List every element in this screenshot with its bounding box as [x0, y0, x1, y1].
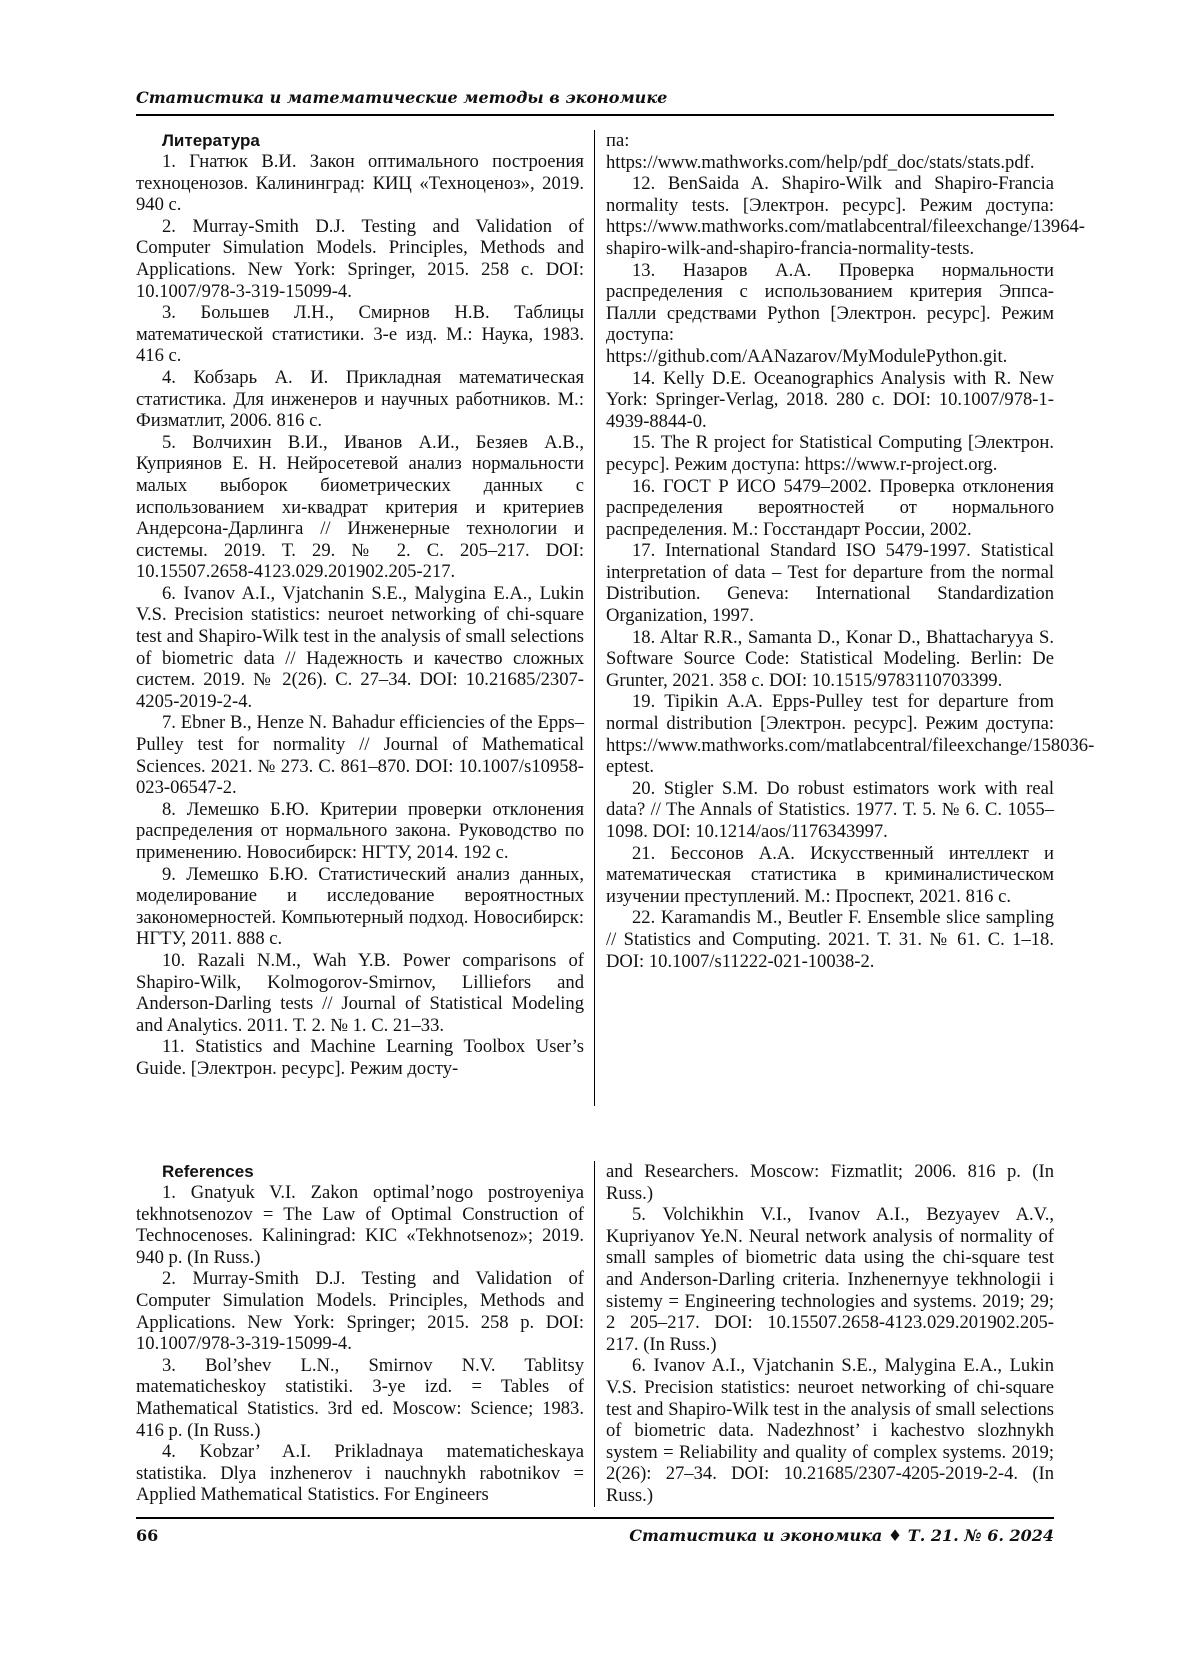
- reference-item: 14. Kelly D.E. Oceanographics Analysis with R. New York: Springer-Verlag, 2018. 280 с. DOI: 10.1007/978-1-4939-8844-0.: [606, 368, 1054, 433]
- running-header: Статистика и математические методы в экономике: [136, 88, 1054, 111]
- reference-item: 18. Altar R.R., Samanta D., Konar D., Bhattacharyya S. Software Source Code: Statistical Modeling. Berlin: De Grunter, 2021. 358 с. DOI: 10.1515/9783110703399.: [606, 627, 1054, 692]
- references-left-column: [136, 1161, 584, 1506]
- reference-item: 7. Ebner B., Henze N. Bahadur efficiencies of the Epps–Pulley test for normality // Journal of Mathematical Sciences. 2021. № 273. С. 861–870. DOI: 10.1007/s10958-023-06547-2.: [136, 712, 584, 798]
- reference-item: 17. International Standard ISO 5479-1997. Statistical interpretation of data – Test for departure from the normal Distribution. Geneva: International Standardization Organization, 1997.: [606, 540, 1054, 626]
- reference-item: 2. Murray-Smith D.J. Testing and Validation of Computer Simulation Models. Principles, Methods and Applications. New York: Springer, 2015. 258 с. DOI: 10.1007/978-3-319-15099-4.: [136, 216, 584, 302]
- reference-item: 4. Кобзарь А. И. Прикладная математическая статистика. Для инженеров и научных работников. М.: Физматлит, 2006. 816 с.: [136, 367, 584, 432]
- literature-left-column: [136, 130, 584, 1080]
- reference-item: 21. Бессонов А.А. Искусственный интеллект и математическая статистика в криминалистическом изучении преступлений. М.: Проспект, 2021. 816 с.: [606, 843, 1054, 908]
- column-divider: [594, 130, 595, 1106]
- reference-item: 20. Stigler S.M. Do robust estimators work with real data? // The Annals of Statistics. 1977. Т. 5. № 6. С. 1055–1098. DOI: 10.1214/aos/1176343997.: [606, 778, 1054, 843]
- references-heading: References: [136, 1161, 584, 1182]
- reference-item: 19. Tipikin A.A. Epps-Pulley test for departure from normal distribution [Электрон. ресурс]. Режим доступа: https://www.mathworks.com/matlabcentral/fileexchange/158036-eptest.: [606, 691, 1054, 777]
- reference-item: 12. BenSaida A. Shapiro-Wilk and Shapiro-Francia normality tests. [Электрон. ресурс]. Режим доступа: https://www.mathworks.com/matlabcentral/fileexchange/13964-shapiro-wilk-and-shapiro-francia-normality-tests.: [606, 173, 1054, 259]
- reference-continuation: and Researchers. Moscow: Fizmatlit; 2006. 816 p. (In Russ.): [606, 1161, 1054, 1204]
- reference-item: 8. Лемешко Б.Ю. Критерии проверки отклонения распределения от нормального закона. Руководство по применению. Новосибирск: НГТУ, 2014. 192 с.: [136, 799, 584, 864]
- footer-rule: [136, 1517, 1054, 1519]
- reference-item: 13. Назаров А.А. Проверка нормальности распределения с использованием критерия Эппса-Палли средствами Python [Электрон. ресурс]. Режим доступа: https://github.com/AANazarov/MyModulePython.git.: [606, 260, 1054, 368]
- reference-item: 11. Statistics and Machine Learning Toolbox User’s Guide. [Электрон. ресурс]. Режим досту-: [136, 1036, 584, 1079]
- reference-item: 6. Ivanov A.I., Vjatchanin S.E., Malygina E.A., Lukin V.S. Precision statistics: neuroet networking of chi-square test and Shapiro-Wilk test in the analysis of small selections of biometric data. Nadezhnost’ i kachestvo slozhnykh system = Reliability and quality of complex systems. 2019; 2(26): 27–34. DOI: 10.21685/2307-4205-2019-2-4. (In Russ.): [606, 1355, 1054, 1506]
- header-rule: [136, 114, 1054, 116]
- reference-item: 10. Razali N.M., Wah Y.B. Power comparisons of Shapiro-Wilk, Kolmogorov-Smirnov, Lilliefors and Anderson-Darling tests // Journal of Statistical Modeling and Analytics. 2011. Т. 2. № 1. С. 21–33.: [136, 950, 584, 1036]
- reference-item: 1. Гнатюк В.И. Закон оптимального построения техноценозов. Калининград: КИЦ «Техноценоз», 2019. 940 с.: [136, 151, 584, 216]
- reference-item: 4. Kobzar’ A.I. Prikladnaya matematicheskaya statistika. Dlya inzhenerov i nauchnykh rabotnikov = Applied Mathematical Statistics. For Engineers: [136, 1441, 584, 1506]
- column-divider: [594, 1161, 595, 1507]
- reference-item: 2. Murray-Smith D.J. Testing and Validation of Computer Simulation Models. Principles, Methods and Applications. New York: Springer; 2015. 258 p. DOI: 10.1007/978-3-319-15099-4.: [136, 1268, 584, 1354]
- reference-item: 5. Volchikhin V.I., Ivanov A.I., Bezyayev A.V., Kupriyanov Ye.N. Neural network analysis of normality of small samples of biometric data using the chi-square test and Anderson-Darling criteria. Inzhenernyye tekhnologii i sistemy = Engineering technologies and systems. 2019; 29; 2 205–217. DOI: 10.15507.2658-4123.029.201902.205-217. (In Russ.): [606, 1204, 1054, 1355]
- reference-item: 16. ГОСТ Р ИСО 5479–2002. Проверка отклонения распределения вероятностей от нормального распределения. М.: Госстандарт России, 2002.: [606, 476, 1054, 541]
- reference-item: 15. The R project for Statistical Computing [Электрон. ресурс]. Режим доступа: https://www.r-project.org.: [606, 432, 1054, 475]
- reference-item: 3. Bol’shev L.N., Smirnov N.V. Tablitsy matematicheskoy statistiki. 3-ye izd. = Tables of Mathematical Statistics. 3rd ed. Moscow: Science; 1983. 416 p. (In Russ.): [136, 1355, 584, 1441]
- reference-item: 5. Волчихин В.И., Иванов А.И., Безяев А.В., Куприянов Е. Н. Нейросетевой анализ нормальности малых выборок биометрических данных с использованием хи-квадрат критерия и критериев Андерсона-Дарлинга // Инженерные технологии и системы. 2019. Т. 29. № 2. С. 205–217. DOI: 10.15507.2658-4123.029.201902.205-217.: [136, 432, 584, 583]
- page-number: 66: [136, 1526, 158, 1545]
- journal-issue: Статистика и экономика ♦ Т. 21. № 6. 2024: [629, 1526, 1054, 1545]
- reference-item: 22. Karamandis M., Beutler F. Ensemble slice sampling // Statistics and Computing. 2021. Т. 31. № 61. С. 1–18. DOI: 10.1007/s11222-021-10038-2.: [606, 907, 1054, 972]
- literature-right-column: [606, 130, 1054, 972]
- references-right-column: [606, 1161, 1054, 1507]
- reference-item: 1. Gnatyuk V.I. Zakon optimal’nogo postroyeniya tekhnotsenozov = The Law of Optimal Construction of Technocenoses. Kaliningrad: KIC «Tekhnotsenoz»; 2019. 940 p. (In Russ.): [136, 1182, 584, 1268]
- reference-item: 9. Лемешко Б.Ю. Статистический анализ данных, моделирование и исследование вероятностных закономерностей. Компьютерный подход. Новосибирск: НГТУ, 2011. 888 с.: [136, 864, 584, 950]
- reference-item: 3. Большев Л.Н., Смирнов Н.В. Таблицы математической статистики. 3-е изд. М.: Наука, 1983. 416 с.: [136, 302, 584, 367]
- literature-heading: Литература: [136, 130, 584, 151]
- reference-continuation: па: https://www.mathworks.com/help/pdf_doc/stats/stats.pdf.: [606, 130, 1054, 173]
- reference-item: 6. Ivanov A.I., Vjatchanin S.E., Malygina E.A., Lukin V.S. Precision statistics: neuroet networking of chi-square test and Shapiro-Wilk test in the analysis of small selections of biometric data // Надежность и качество сложных систем. 2019. № 2(26). С. 27–34. DOI: 10.21685/2307-4205-2019-2-4.: [136, 583, 584, 713]
